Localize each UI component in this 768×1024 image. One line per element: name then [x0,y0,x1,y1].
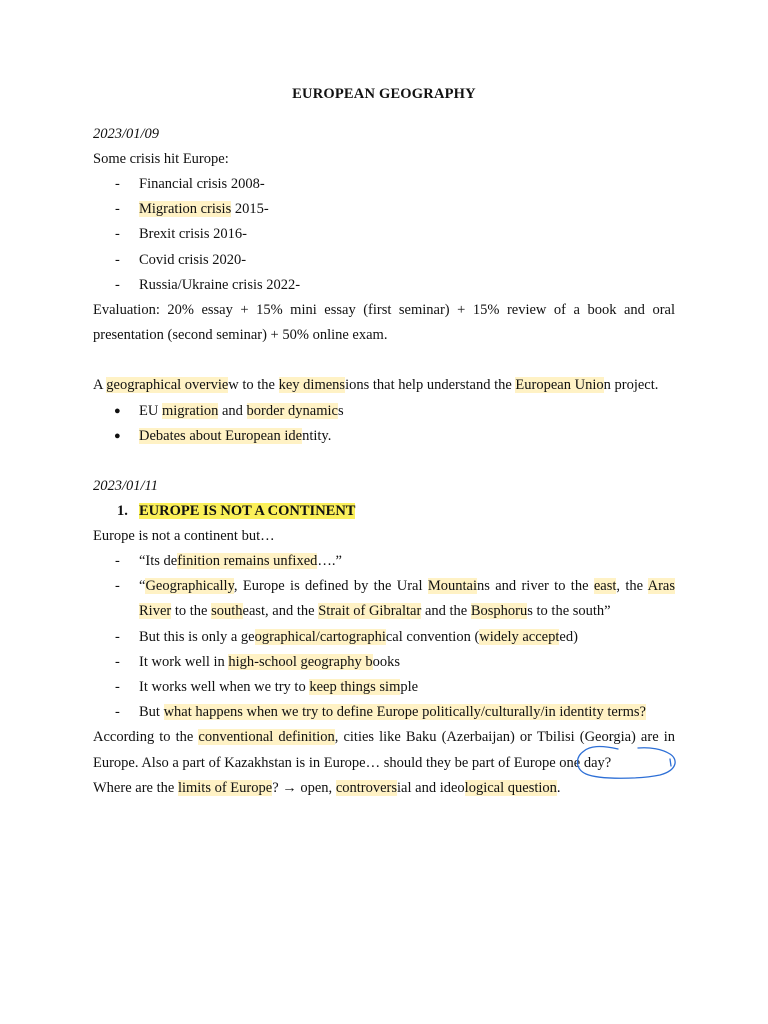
bullet-marker: ● [114,429,121,442]
highlight: controvers [335,779,398,796]
highlight: border dynamic [246,402,338,419]
dash-marker: - [115,653,120,670]
dash-item: - “Its definition remains unfixed….” [93,549,675,574]
evaluation-paragraph: Evaluation: 20% essay + 15% mini essay (first seminar) + 15% review of a book and oral presentation (second seminar) + 50% online exam. [93,302,675,344]
highlight: widely accept [479,628,560,645]
crisis-item: - Financial crisis 2008- [93,172,675,197]
crisis-intro: Some crisis hit Europe: [93,151,229,167]
highlight: conventional definition [198,729,335,746]
highlight: east [593,578,617,595]
highlight: what happens when we try to define Europe politically/culturally/in identity terms? [163,704,646,721]
highlight: Migration crisis [139,201,232,218]
heading-number: 1. [117,503,128,520]
dash-item: - It work well in high-school geography books [93,650,675,675]
dash-marker: - [115,704,120,721]
highlight: Geographically [145,578,234,595]
dash-marker: - [115,176,120,192]
section-date: 2023/01/11 [93,478,158,495]
bullet-marker: ● [114,404,121,417]
highlight: keep things sim [309,679,401,696]
section-heading [93,499,675,524]
highlight: Debates about European ide [139,427,303,444]
dash-marker: - [115,201,120,218]
dash-marker: - [115,679,120,696]
highlight: key dimens [278,377,346,394]
dash-item: - “Geographically, Europe is defined by the Ural Mountains and river to the east, the Aras River to the southeast, and the Strait of Gibraltar and the Bosphorus to the south” [93,574,675,624]
overview-paragraph: A geographical overview to the key dimensions that help understand the European Union project. [93,377,659,394]
crisis-item: - Covid crisis 2020- [93,248,675,273]
highlight: limits of Europe [177,779,273,796]
dash-item: - But this is only a geographical/cartographical convention (widely accepted) [93,625,675,650]
dash-marker: - [115,578,120,595]
crisis-item: - Brexit crisis 2016- [93,222,675,247]
definition-paragraph: According to the conventional definition, cities like Baku (Azerbaijan) or Tbilisi (Georgia) are in Europe. Also a part of Kazakhstan is in Europe… should they be part of Europe one day? [93,729,675,771]
dash-marker: - [115,251,120,268]
dash-item: - It works well when we try to keep things simple [93,675,675,700]
highlight: logical question [464,779,557,796]
highlight: finition remains unfixed [177,553,318,570]
crisis-item: - Migration crisis 2015- [93,197,675,222]
highlight: Strait of Gibraltar [318,603,422,620]
highlight: geographical overvie [106,377,229,394]
limits-paragraph: Where are the limits of Europe? → open, controversial and ideological question. [93,779,561,796]
dash-marker: - [115,628,120,645]
continent-intro: Europe is not a continent but… [93,528,275,545]
dash-marker: - [115,553,120,570]
dash-marker: - [115,276,120,293]
document-body [93,122,675,801]
highlight: Mountai [427,578,477,595]
dash-item: - But what happens when we try to define Europe politically/culturally/in identity terms? [93,700,675,725]
section-date: 2023/01/09 [93,126,160,142]
highlight: south [211,603,243,620]
highlight: high-school geography b [228,653,373,670]
document-title: EUROPEAN GEOGRAPHY [292,86,476,102]
crisis-item: - Russia/Ukraine crisis 2022- [93,273,675,298]
heading-text: EUROPE IS NOT A CONTINENT [139,503,356,520]
highlight: Aras River [139,578,675,620]
highlight: migration [161,402,219,419]
highlight: Bosphoru [470,603,528,620]
dash-marker: - [115,226,120,243]
bullet-item: ● EU migration and border dynamics [93,399,675,424]
highlight: ographical/cartographi [254,628,386,645]
bullet-item: ● Debates about European identity. [93,424,675,449]
highlight: European Unio [515,377,604,394]
